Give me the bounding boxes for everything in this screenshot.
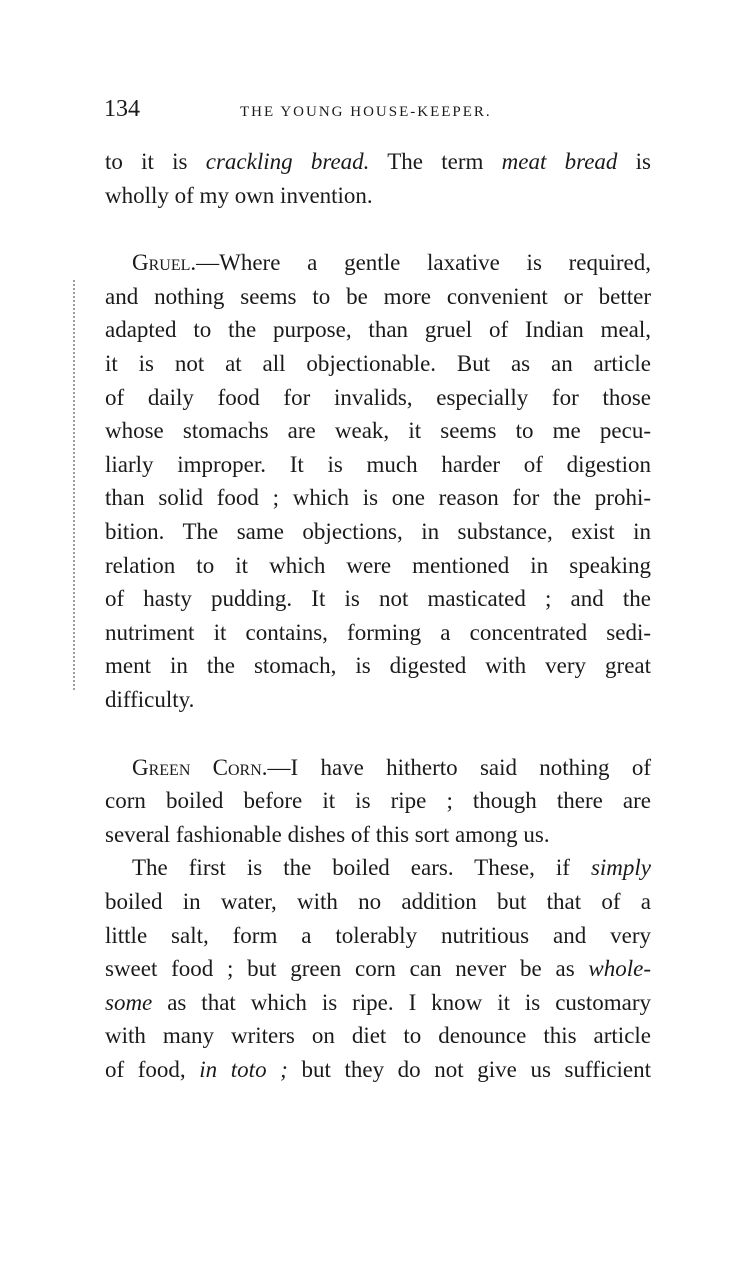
- text-segment: of daily food for invalids, especially for those: [105, 384, 651, 410]
- text-line: [105, 316, 651, 344]
- text-segment: corn boiled before it is ripe ; though there are: [105, 788, 651, 814]
- text-segment: nutriment it contains, forming a concentrated sedi-: [105, 619, 651, 645]
- text-segment: boiled in water, with no addition but that of a: [105, 889, 651, 914]
- text-segment: whose stomachs are weak, it seems to me pecu-: [105, 418, 651, 444]
- text-segment: but they do not give us sufficient: [287, 1057, 651, 1082]
- running-title: THE YOUNG HOUSE-KEEPER.: [240, 104, 492, 120]
- text-line: [105, 518, 651, 546]
- text-line: [105, 652, 651, 680]
- text-line: [105, 350, 651, 378]
- text-segment: it is not at all objectionable. But as an article: [105, 351, 651, 376]
- text-segment: in toto ;: [199, 1057, 288, 1082]
- text-segment: adapted to the purpose, than gruel of Indian meal,: [105, 317, 651, 343]
- text-line: [105, 854, 651, 882]
- text-segment: is: [617, 149, 652, 174]
- margin-marks: [73, 280, 77, 690]
- text-segment: The term: [369, 149, 502, 174]
- text-line: [105, 989, 651, 1017]
- text-line: [105, 451, 651, 479]
- text-line: [105, 955, 651, 983]
- text-segment: sweet food ; but green corn can never be as: [105, 956, 589, 982]
- text-segment: simply: [590, 855, 651, 881]
- text-segment: with many writers on diet to denounce this article: [105, 1023, 651, 1049]
- page-number: 134: [104, 96, 140, 122]
- text-segment: meat bread: [501, 149, 618, 174]
- text-segment: little salt, form a tolerably nutritious and very: [105, 922, 651, 948]
- text-line: [105, 249, 651, 277]
- text-line: [105, 821, 651, 849]
- text-line: [105, 1056, 651, 1084]
- text-line: [105, 552, 651, 580]
- text-segment: crackling bread.: [205, 149, 370, 174]
- section-heading: Gruel.: [132, 250, 197, 276]
- text-line: [105, 1022, 651, 1050]
- text-line: [105, 384, 651, 412]
- text-segment: than solid food ; which is one reason for the prohi-: [105, 485, 651, 511]
- text-segment: ment in the stomach, is digested with very great: [105, 653, 651, 679]
- text-segment: of food,: [105, 1057, 200, 1082]
- text-segment: wholly of my own invention.: [105, 182, 373, 208]
- text-segment: The first is the boiled ears. These, if: [132, 855, 591, 881]
- text-line: [105, 182, 651, 210]
- text-segment: difficulty.: [105, 687, 195, 712]
- text-segment: relation to it which were mentioned in speaking: [105, 552, 651, 578]
- text-segment: whole-: [588, 956, 651, 982]
- text-segment: —Where a gentle laxative is required,: [196, 250, 651, 276]
- text-line: [105, 417, 651, 445]
- text-segment: liarly improper. It is much harder of digestion: [105, 451, 651, 477]
- text-segment: several fashionable dishes of this sort among us.: [105, 821, 550, 847]
- text-line: [105, 888, 651, 916]
- text-line: [105, 922, 651, 950]
- text-line: [105, 484, 651, 512]
- text-segment: some: [105, 989, 153, 1015]
- text-segment: as that which is ripe. I know it is customary: [152, 989, 651, 1015]
- text-line: [105, 686, 651, 714]
- text-segment: of hasty pudding. It is not masticated ; and the: [105, 586, 651, 612]
- text-line: [105, 619, 651, 647]
- text-line: [105, 148, 651, 176]
- text-line: [105, 585, 651, 613]
- text-line: [105, 283, 651, 311]
- text-segment: bition. The same objections, in substance, exist in: [105, 519, 651, 544]
- text-segment: to it is: [105, 149, 206, 174]
- text-line: [105, 754, 651, 782]
- section-heading: Green Corn.: [132, 754, 268, 780]
- text-line: [105, 787, 651, 815]
- text-segment: and nothing seems to be more convenient or better: [105, 283, 651, 309]
- text-segment: —I have hitherto said nothing of: [267, 754, 651, 780]
